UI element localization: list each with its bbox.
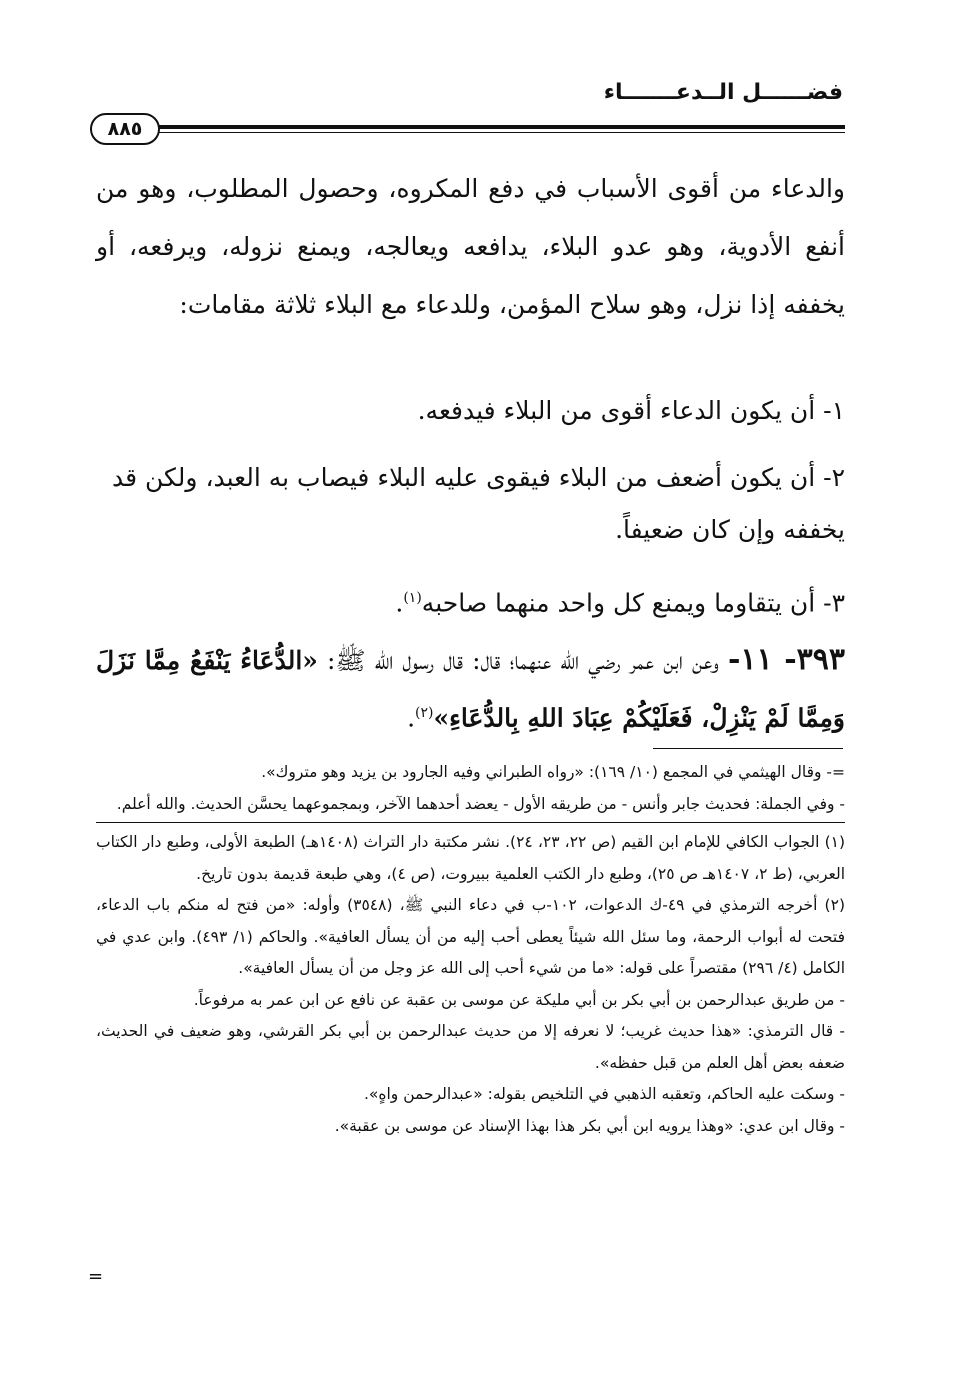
hadith-number: ٣٩٣- ١١- (727, 642, 845, 677)
continuation-marker: = (88, 1266, 104, 1287)
page-number: ٨٨٥ (90, 113, 160, 145)
footnote-2-sub-c: - وسكت عليه الحاكم، وتعقبه الذهبي في التلخيص بقوله: «عبدالرحمن واهٍ». (363, 1085, 845, 1103)
list-item-3 (96, 572, 845, 629)
list-item-3-end: . (395, 588, 404, 618)
footnote-2-sub-a: - من طريق عبدالرحمن بن أبي بكر بن أبي مليكة عن موسى بن عقبة عن نافع عن ابن عمر به مرفوعاً. (193, 990, 845, 1009)
running-header-title: فضــــــل الــدعـــــــاء (603, 80, 843, 105)
hadith-text: «الدُّعَاءُ يَنْفَعُ مِمَّا نَزَلَ وَمِمَّا لَمْ يَنْزِلْ، فَعَلَيْكُمْ عِبَادَ اللهِ بِالدُّعَاءِ» (96, 646, 845, 733)
hadith-intro: وعن ابن عمر رضي الله عنهما؛ قال: قال رسول الله ﷺ: (326, 646, 719, 675)
list-item-2: ٢- أن يكون أضعف من البلاء فيقوى عليه البلاء فيصاب به العبد، ولكن قد يخففه وإن كان ضعيفاً. (111, 463, 845, 544)
footnote-continuation-2: - وفي الجملة: فحديث جابر وأنس - من طريقه الأول - يعضد أحدهما الآخر، وبمجموعهما يحسَّن الحديث. والله أعلم. (116, 794, 845, 813)
footnote-ref-2: (٢) (415, 705, 434, 721)
footnote-2-sub-b: - قال الترمذي: «هذا حديث غريب؛ لا نعرفه إلا من حديث عبدالرحمن بن أبي بكر القرشي، وهو ضعيف في الحديث، ضعفه بعض أهل العلم من قبل حفظه». (96, 1022, 845, 1072)
footnotes-block (96, 757, 845, 1142)
list-item-3-text: ٣- أن يتقاوما ويمنع كل واحد منهما صاحبه (421, 588, 845, 618)
footnote-2-sub-d: - وقال ابن عدي: «وهذا يرويه ابن أبي بكر هذا بهذا الإسناد عن موسى بن عقبة». (334, 1116, 845, 1135)
footnote-separator (96, 822, 845, 823)
list-item-1: ١- أن يكون الدعاء أقوى من البلاء فيدفعه. (417, 396, 845, 425)
hadith-end: . (407, 703, 416, 733)
footnote-divider (653, 748, 843, 749)
footnote-continuation-1: =- وقال الهيثمي في المجمع (١٠/ ١٦٩): «رواه الطبراني وفيه الجارود بن يزيد وهو متروك». (261, 763, 845, 781)
hadith-paragraph (96, 634, 845, 744)
footnote-ref-1: (١) (403, 590, 422, 606)
intro-paragraph: والدعاء من أقوى الأسباب في دفع المكروه، وحصول المطلوب، وهو من أنفع الأدوية، وهو عدو البلاء، يدافعه ويعالجه، ويمنع نزوله، ويرفعه، أو يخففه إذا نزل، وهو سلاح المؤمن، وللدعاء مع البلاء ثلاثة مقامات: (96, 174, 845, 319)
footnote-1: (١) الجواب الكافي للإمام ابن القيم (ص ٢٢، ٢٣، ٢٤). نشر مكتبة دار التراث (١٤٠٨هـ) الطبعة الأولى، وطبع دار الكتاب العربي، (ط ٢، ١٤٠٧هـ ص ٢٥)، وطبع دار الكتب العلمية ببيروت، (ص ٤)، وهي طبعة قديمة بدون تاريخ. (96, 833, 846, 883)
footnote-2: (٢) أخرجه الترمذي في ٤٩-ك الدعوات، ١٠٢-ب في دعاء النبي ﷺ، (٣٥٤٨) وأوله: «من فتح له منكم باب الدعاء، فتحت له أبواب الرحمة، وما سئل الله شيئاً يعطى أحب إليه من أن يسأل العافية». والحاكم (١/ ٤٩٣). وابن عدي في الكامل (٤/ ٢٩٦) مقتصراً على قوله: «ما من شيء أحب إلى الله عز وجل من أن يسأل العافية». (96, 896, 846, 977)
header-rule-thin (150, 132, 845, 133)
header-rule-thick (150, 125, 845, 129)
